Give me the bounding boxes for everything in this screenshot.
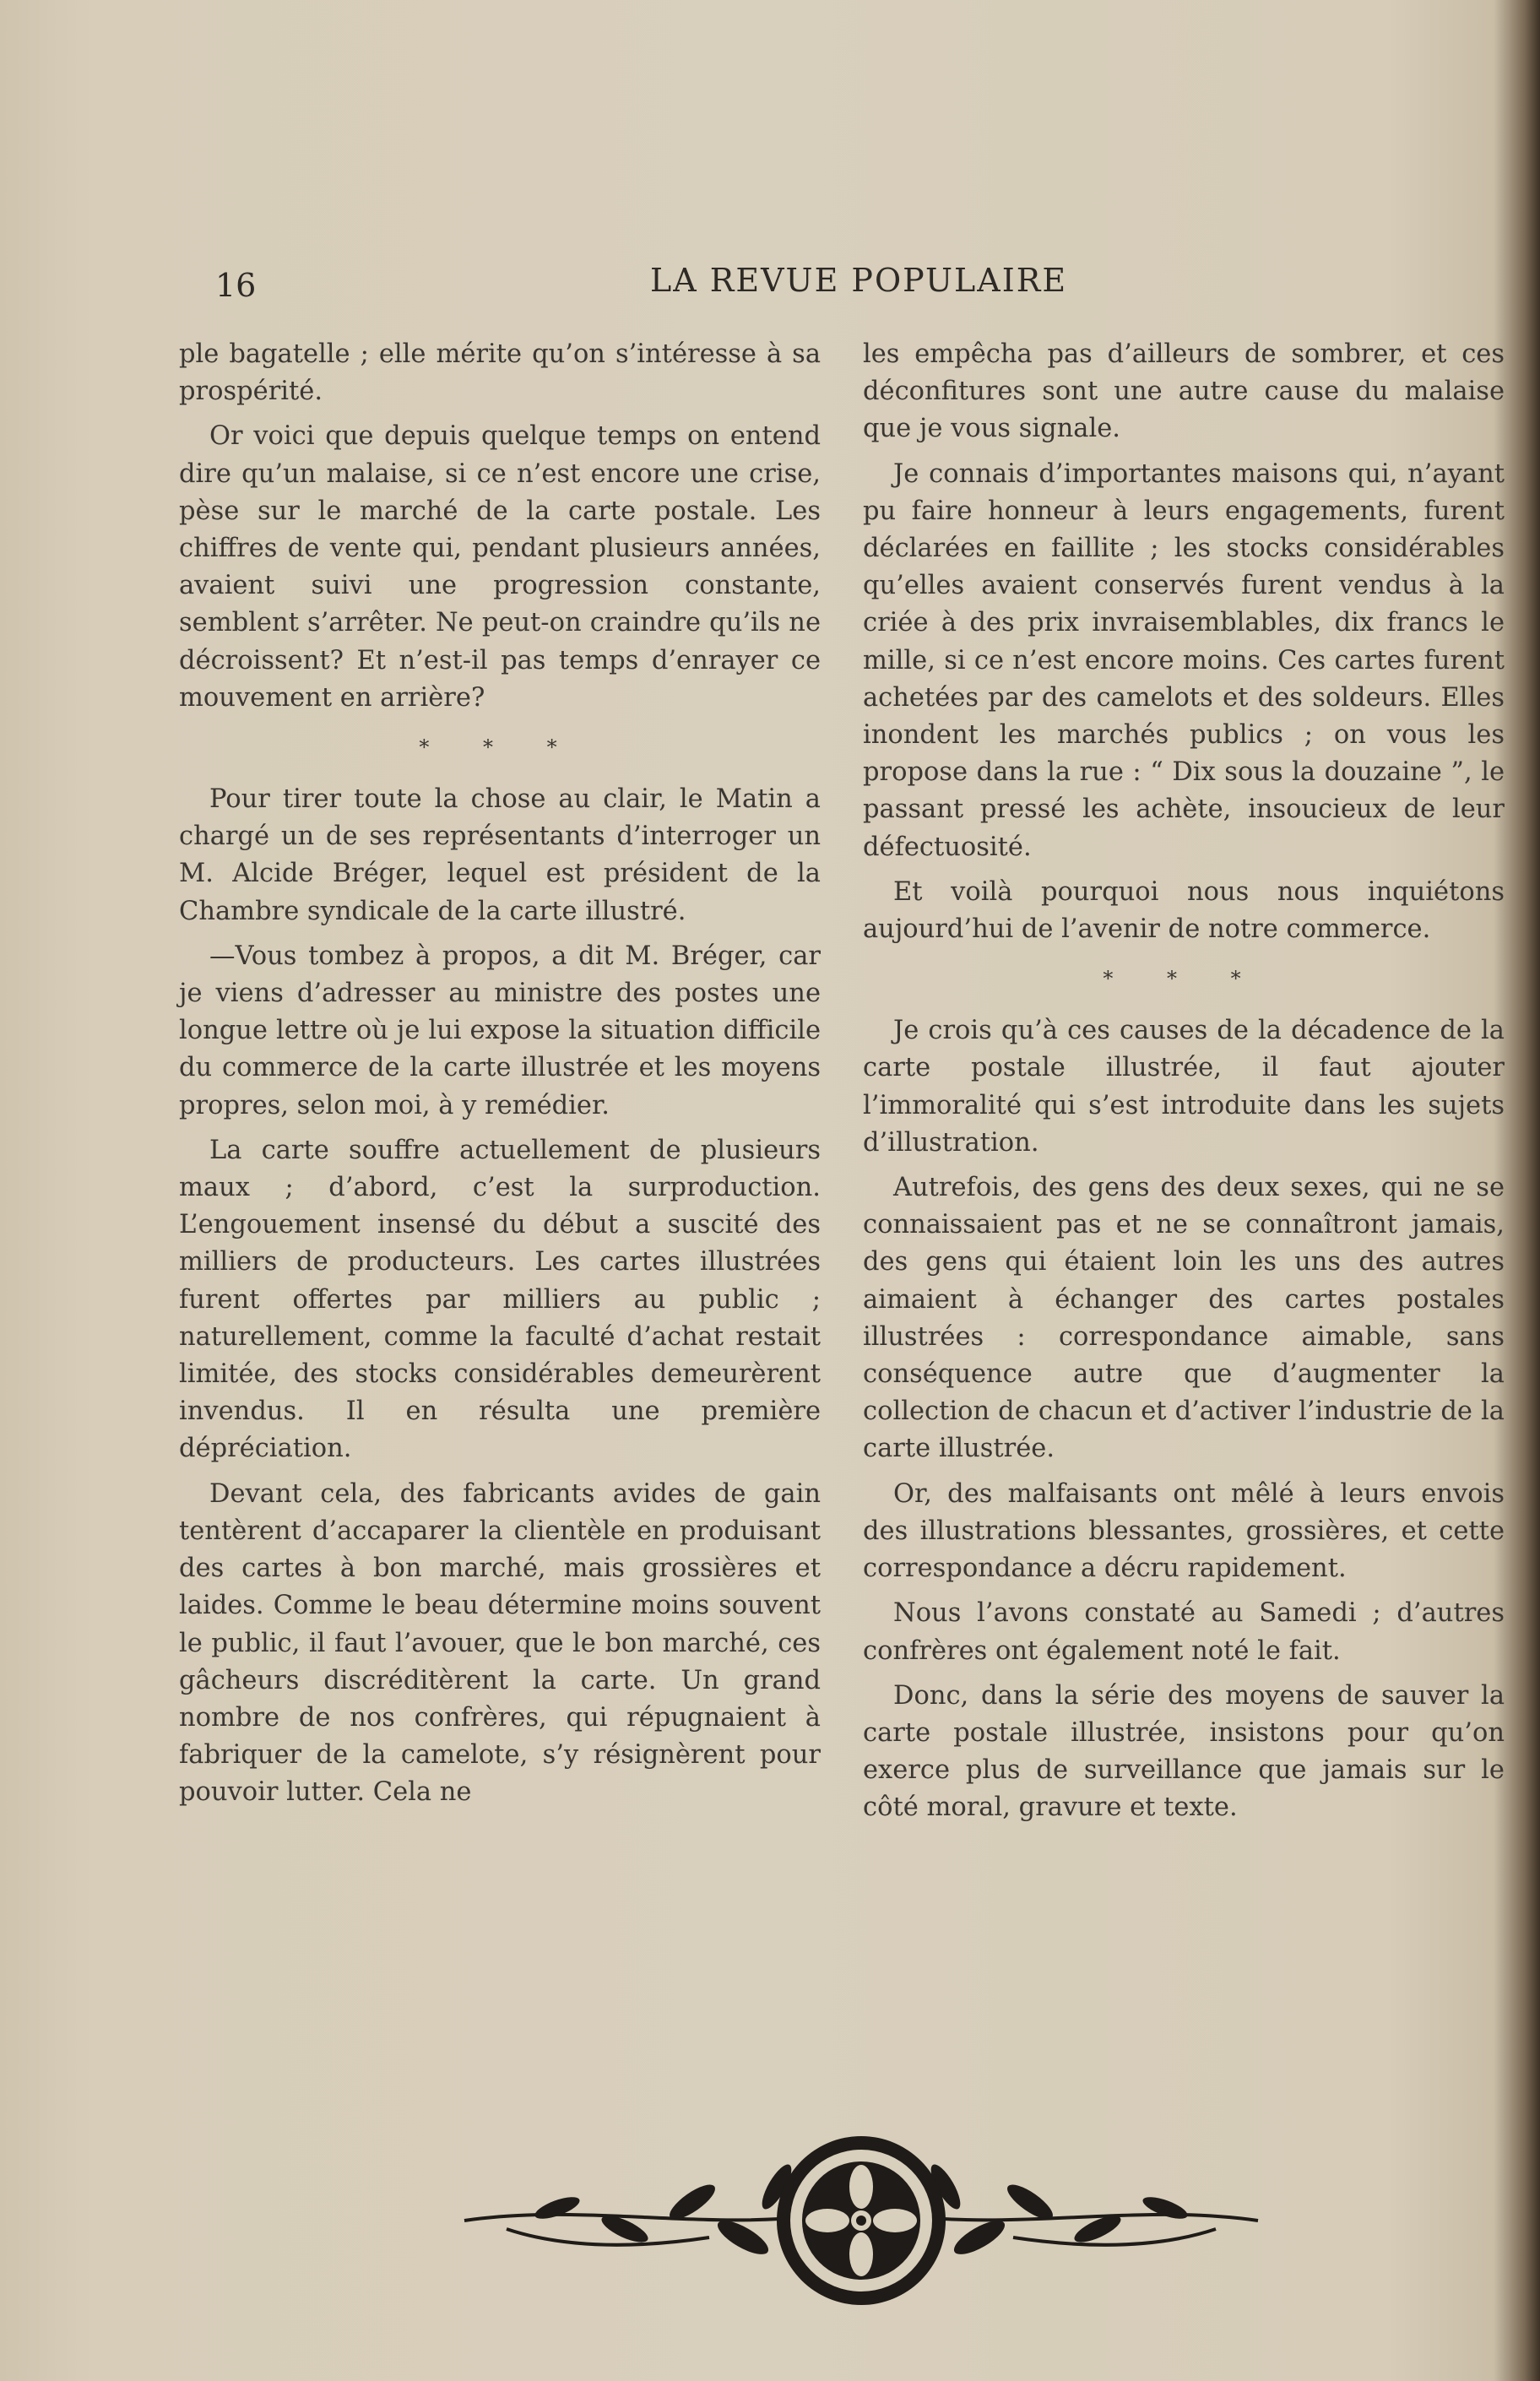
paragraph: Or, des malfaisants ont mêlé à leurs envois des illustrations blessantes, grossières, et cette correspondance a décru rapidement. <box>863 1478 1505 1584</box>
paragraph: les empêcha pas d’ailleurs de sombrer, et ces déconfitures sont une autre cause du malaise que je vous signale. <box>863 339 1505 444</box>
right-column <box>863 336 1505 1835</box>
paragraph: Autrefois, des gens des deux sexes, qui ne se connaissaient pas et ne se connaîtront jamais, des gens qui étaient loin les uns des autres aimaient à échanger des cartes postales illustrées : correspondance aimable, sans conséquence autre que d’augmenter la collection de chacun et d’activer l’industrie de la carte illustrée. <box>863 1173 1505 1464</box>
paragraph: Devant cela, des fabricants avides de gain tentèrent d’accaparer la clientèle en produisant des cartes à bon marché, mais grossières et laides. Comme le beau détermine moins souvent le public, il faut l’avouer, que le bon marché, ces gâcheurs discréditèrent la carte. Un grand nombre de nos confrères, qui répugnaient à fabriquer de la camelote, s’y résignèrent pour pouvoir lutter. Cela ne <box>179 1478 821 1808</box>
paragraph: Or voici que depuis quelque temps on entend dire qu’un malaise, si ce n’est encore une crise, pèse sur le marché de la carte postale. Les chiffres de vente qui, pendant plusieurs années, avaient suivi une progression constante, semblent s’arrêter. Ne peut-on craindre qu’ils ne décroissent? Et n’est-il pas temps d’enrayer ce mouvement en arrière? <box>179 421 821 713</box>
paragraph: Je connais d’importantes maisons qui, n’ayant pu faire honneur à leurs engagements, furent déclarées en faillite ; les stocks considérables qu’elles avaient conservés furent vendus à la criée à des prix invraisemblables, dix francs le mille, si ce n’est encore moins. Ces cartes furent achetées par des camelots et des soldeurs. Elles inondent les marchés publics ; on vous les propose dans la rue : “ Dix sous la douzaine ”, le passant pressé les achète, insoucieux de leur défectuosité. <box>863 458 1505 862</box>
paragraph: Je crois qu’à ces causes de la décadence de la carte postale illustrée, il faut ajouter l’immoralité qui s’est introduite dans les sujets d’illustration. <box>863 1016 1505 1158</box>
floral-ornament-icon <box>456 2102 1266 2322</box>
paragraph: La carte souffre actuellement de plusieurs maux ; d’abord, c’est la surproduction. L’engouement insensé du début a suscité des milliers de producteurs. Les cartes illustrées furent offertes par milliers au public ; naturellement, comme la faculté d’achat restait limitée, des stocks considérables demeurèrent invendus. Il en résulta une première dépréciation. <box>179 1135 821 1464</box>
paragraph: Donc, dans la série des moyens de sauver la carte postale illustrée, insistons pour qu’on exerce plus de surveillance que jamais sur le côté moral, gravure et texte. <box>863 1680 1505 1823</box>
section-break-asterisks: * * * <box>1103 967 1265 991</box>
paragraph: Nous l’avons constaté au Samedi ; d’autres confrères ont également noté le fait. <box>863 1598 1505 1666</box>
paragraph: Et voilà pourquoi nous nous inquiétons aujourd’hui de l’avenir de notre commerce. <box>863 876 1505 945</box>
page-number: 16 <box>215 267 257 304</box>
section-break-asterisks: * * * <box>419 735 581 760</box>
paragraph: ple bagatelle ; elle mérite qu’on s’intéresse à sa prospérité. <box>179 339 821 407</box>
paragraph: Pour tirer toute la chose au clair, le Matin a chargé un de ses représentants d’interroger un M. Alcide Bréger, lequel est président de la Chambre syndicale de la carte illustré. <box>179 784 821 926</box>
paragraph: —Vous tombez à propos, a dit M. Bréger, car je viens d’adresser au ministre des postes une longue lettre où je lui expose la situation difficile du commerce de la carte illustrée et les moyens propres, selon moi, à y remédier. <box>179 941 821 1120</box>
running-title: LA REVUE POPULAIRE <box>650 262 1068 299</box>
left-column <box>179 336 821 1820</box>
